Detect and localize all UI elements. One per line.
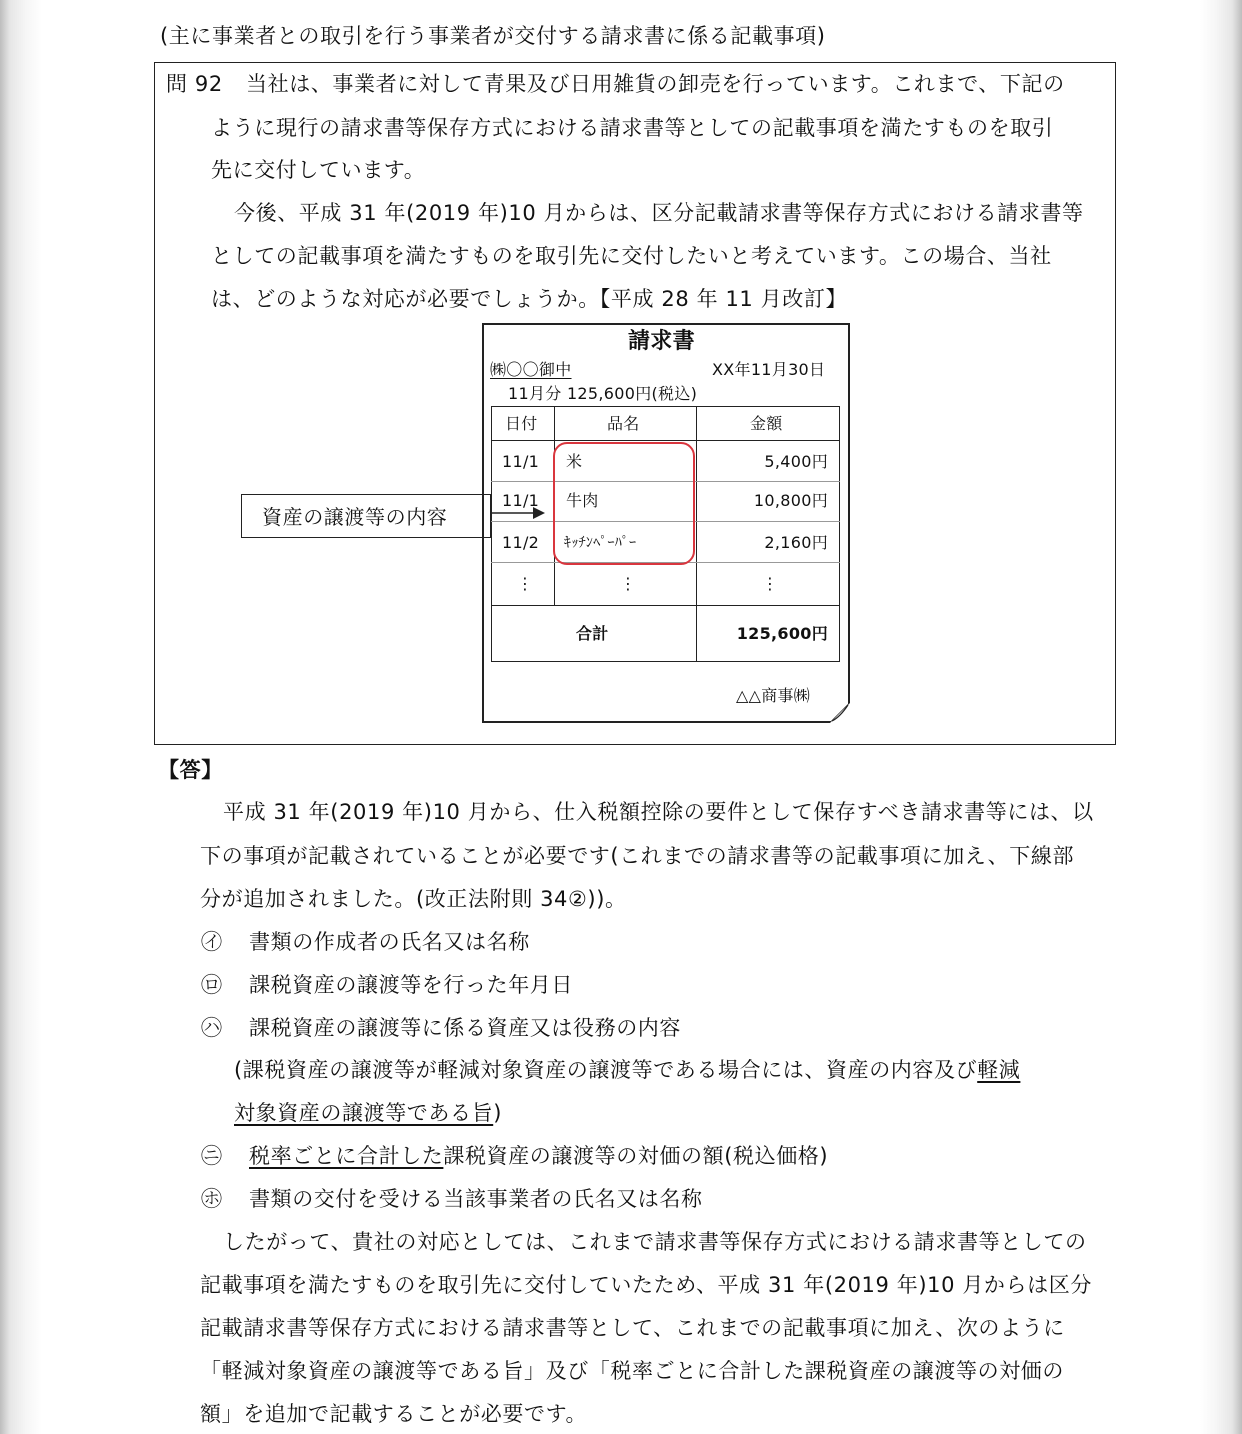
answer-line-2: 下の事項が記載されていることが必要です(これまでの請求書等の記載事項に加え、下線部 bbox=[200, 844, 1075, 868]
row-1-item: 米 bbox=[566, 452, 583, 471]
total-label: 合計 bbox=[576, 624, 609, 643]
note-text: ) bbox=[493, 1101, 502, 1125]
col-header-amount: 金額 bbox=[750, 414, 783, 433]
item-3-mark: ㋩ bbox=[201, 1016, 223, 1040]
item-3-note-line-2 bbox=[234, 1099, 502, 1127]
question-line-1: 当社は、事業者に対して青果及び日用雑貨の卸売を行っています。これまで、下記の bbox=[246, 72, 1065, 96]
col-header-item: 品名 bbox=[607, 414, 640, 433]
col-header-date: 日付 bbox=[505, 414, 538, 433]
row-2-amount: 10,800円 bbox=[753, 491, 828, 510]
row-2-item: 牛肉 bbox=[566, 491, 599, 510]
question-line-2: ように現行の請求書等保存方式における請求書等としての記載事項を満たすものを取引 bbox=[211, 116, 1054, 140]
table-divider bbox=[491, 605, 840, 606]
item-1-text: 書類の作成者の氏名又は名称 bbox=[249, 930, 530, 954]
item-4-rest: 課税資産の譲渡等の対価の額(税込価格) bbox=[443, 1144, 829, 1168]
item-2-text: 課税資産の譲渡等を行った年月日 bbox=[249, 973, 573, 997]
question-line-3: 先に交付しています。 bbox=[211, 158, 426, 182]
row-2-date: 11/1 bbox=[502, 491, 540, 510]
answer-line-1: 平成 31 年(2019 年)10 月から、仕入税額控除の要件として保存すべき請求書等には、以 bbox=[223, 800, 1094, 824]
table-divider bbox=[491, 440, 840, 441]
row-3-item: ｷｯﾁﾝﾍﾟｰﾊﾟｰ bbox=[564, 535, 637, 551]
item-3-text: 課税資産の譲渡等に係る資産又は役務の内容 bbox=[249, 1016, 681, 1040]
invoice-title: 請求書 bbox=[628, 329, 695, 354]
ellipsis-item: ⋮ bbox=[620, 574, 637, 593]
total-value: 125,600円 bbox=[736, 624, 828, 643]
conclusion-line-1: したがって、貴社の対応としては、これまで請求書等保存方式における請求書等としての bbox=[223, 1230, 1087, 1254]
item-5-mark: ㋭ bbox=[201, 1187, 223, 1211]
item-3-note-line-1 bbox=[234, 1056, 1020, 1084]
callout-label: 資産の譲渡等の内容 bbox=[262, 505, 448, 529]
item-4-mark: ㋥ bbox=[201, 1144, 223, 1168]
row-3-date: 11/2 bbox=[502, 533, 540, 552]
question-line-6: は、どのような対応が必要でしょうか。【平成 28 年 11 月改訂】 bbox=[211, 287, 848, 311]
ellipsis-date: ⋮ bbox=[517, 574, 534, 593]
ellipsis-amount: ⋮ bbox=[762, 574, 779, 593]
section-header: (主に事業者との取引を行う事業者が交付する請求書に係る記載事項) bbox=[160, 24, 826, 48]
item-4-text bbox=[249, 1142, 828, 1170]
page-fold-corner bbox=[830, 703, 850, 723]
invoice-issuer: △△商事㈱ bbox=[736, 686, 811, 705]
conclusion-line-3: 記載請求書等保存方式における請求書等として、これまでの記載事項に加え、次のように bbox=[200, 1316, 1065, 1340]
invoice-addressee: ㈱〇〇御中 bbox=[490, 360, 572, 379]
answer-line-3: 分が追加されました。(改正法附則 34②))。 bbox=[200, 887, 627, 911]
note-underlined: 対象資産の譲渡等である旨 bbox=[234, 1101, 494, 1125]
conclusion-line-2: 記載事項を満たすものを取引先に交付していたため、平成 31 年(2019 年)10 月からは区分 bbox=[200, 1273, 1092, 1297]
row-1-amount: 5,400円 bbox=[764, 452, 828, 471]
item-1-mark: ㋑ bbox=[201, 930, 223, 954]
note-text: (課税資産の譲渡等が軽減対象資産の譲渡等である場合には、資産の内容及び bbox=[234, 1058, 978, 1082]
item-2-mark: ㋺ bbox=[201, 973, 223, 997]
conclusion-line-4: 「軽減対象資産の譲渡等である旨」及び「税率ごとに合計した課税資産の譲渡等の対価の bbox=[200, 1359, 1064, 1383]
answer-heading: 【答】 bbox=[158, 758, 223, 782]
item-5-text: 書類の交付を受ける当該事業者の氏名又は名称 bbox=[249, 1187, 703, 1211]
row-1-date: 11/1 bbox=[502, 452, 540, 471]
conclusion-line-5: 額」を追加で記載することが必要です。 bbox=[200, 1402, 588, 1426]
page-shadow-left bbox=[0, 0, 42, 1434]
page-shadow-right bbox=[1200, 0, 1242, 1434]
question-number: 問 92 bbox=[166, 72, 223, 96]
note-underlined: 軽減 bbox=[977, 1058, 1021, 1082]
question-line-4: 今後、平成 31 年(2019 年)10 月からは、区分記載請求書等保存方式における請求書等 bbox=[234, 201, 1084, 225]
row-3-amount: 2,160円 bbox=[764, 533, 828, 552]
callout-arrow bbox=[489, 505, 549, 521]
highlight-item-names bbox=[553, 442, 695, 565]
invoice-summary: 11月分 125,600円(税込) bbox=[508, 384, 698, 403]
question-line-5: としての記載事項を満たすものを取引先に交付したいと考えています。この場合、当社 bbox=[211, 244, 1052, 268]
item-4-underlined: 税率ごとに合計した bbox=[249, 1144, 444, 1168]
invoice-date: XX年11月30日 bbox=[712, 360, 826, 379]
table-divider bbox=[696, 406, 697, 662]
